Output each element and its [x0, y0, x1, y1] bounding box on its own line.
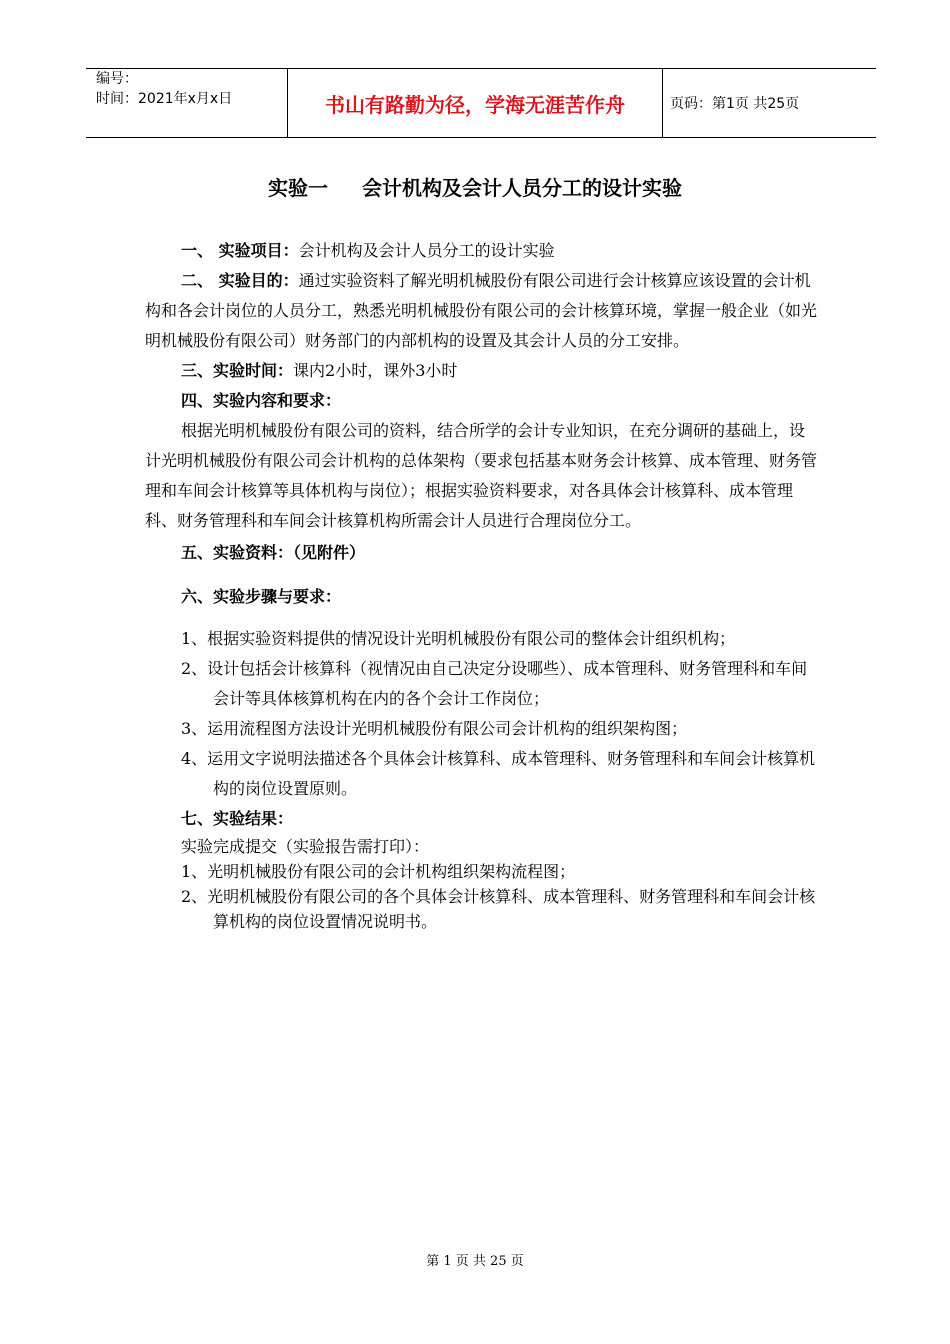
section-time	[145, 356, 820, 386]
section-content-label: 四、实验内容和要求：	[181, 391, 342, 410]
page-title	[0, 172, 950, 201]
list-item: 2、光明机械股份有限公司的各个具体会计核算科、成本管理科、财务管理科和车间会计核算机构的岗位设置情况说明书。	[181, 887, 816, 931]
section-results-intro: 实验完成提交（实验报告需打印）：	[181, 837, 430, 856]
document-number-label: 编号：	[96, 71, 138, 87]
section-purpose-text: 通过实验资料了解光明机械股份有限公司进行会计核算应该设置的会计机构和各会计岗位的人员分工，熟悉光明机械股份有限公司的会计核算环境，掌握一般企业（如光明机械股份有限公司）财务部门的内部机构的设置及其会计人员的分工安排。	[145, 271, 818, 350]
section-materials-label: 五、实验资料：（见附件）	[181, 543, 366, 562]
section-time-text: 课内2小时，课外3小时	[293, 361, 458, 380]
document-time-label: 时间：2021年x月x日	[96, 91, 233, 107]
steps-list	[145, 624, 820, 804]
section-content	[145, 386, 820, 416]
list-item: 2、设计包括会计核算科（视情况由自己决定分设哪些）、成本管理科、财务管理科和车间会计等具体核算机构在内的各个会计工作岗位；	[181, 659, 808, 708]
title-experiment-number: 实验一	[268, 176, 328, 200]
section-content-text: 根据光明机械股份有限公司的资料，结合所学的会计专业知识，在充分调研的基础上，设计光明机械股份有限公司会计机构的总体架构（要求包括基本财务会计核算、成本管理、财务管理和车间会计核算等具体机构与岗位）；根据实验资料要求，对各具体会计核算科、成本管理科、财务管理科和车间会计核算机构所需会计人员进行合理岗位分工。	[145, 421, 818, 530]
section-project	[145, 236, 820, 266]
list-item: 3、运用流程图方法设计光明机械股份有限公司会计机构的组织架构图；	[181, 719, 688, 738]
header-meta	[86, 69, 296, 137]
header-page-number: 页码：第1页 共25页	[670, 96, 800, 112]
list-item: 1、根据实验资料提供的情况设计光明机械股份有限公司的整体会计组织机构；	[181, 629, 736, 648]
list-item: 1、光明机械股份有限公司的会计机构组织架构流程图；	[181, 862, 576, 881]
section-purpose	[145, 266, 820, 356]
page-footer: 第 1 页 共 25 页	[426, 1254, 524, 1269]
section-purpose-label: 二、 实验目的：	[181, 271, 299, 290]
page-header	[86, 68, 876, 138]
section-results-label: 七、实验结果：	[181, 809, 294, 828]
section-project-text: 会计机构及会计人员分工的设计实验	[298, 241, 555, 260]
title-experiment-name: 会计机构及会计人员分工的设计实验	[362, 176, 682, 200]
header-motto: 书山有路勤为径，学海无涯苦作舟	[287, 69, 663, 137]
document-body	[145, 236, 820, 934]
list-item: 4、运用文字说明法描述各个具体会计核算科、成本管理科、财务管理科和车间会计核算机构的岗位设置原则。	[181, 749, 816, 798]
section-time-label: 三、实验时间：	[181, 361, 294, 380]
section-project-label: 一、 实验项目：	[181, 241, 299, 260]
section-steps-label: 六、实验步骤与要求：	[181, 587, 342, 606]
